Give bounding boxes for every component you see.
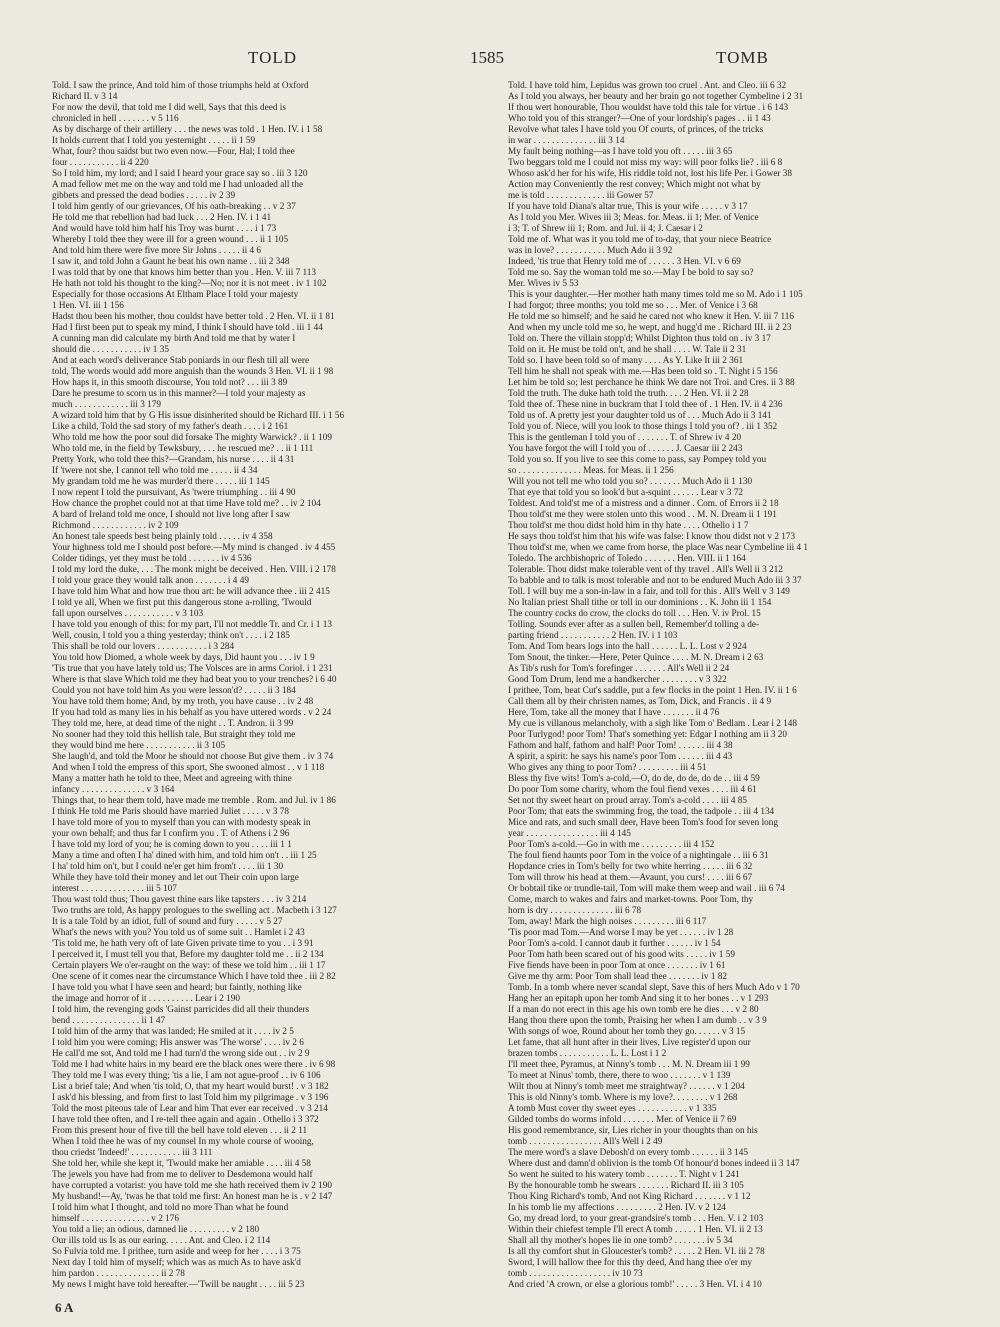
concordance-line: Revolve what tales I have told you Of courts, of princes, of the tricks xyxy=(508,124,764,134)
concordance-line: I told him you were coming; His answer was 'The worse' . . . . iv 2 6 xyxy=(52,1037,304,1047)
concordance-line: Who gives any thing to poor Tom? . . . . . . . . . iii 4 51 xyxy=(508,762,707,772)
concordance-line: In his tomb lie my affections . . . . . . . . . 2 Hen. IV. v 2 124 xyxy=(508,1202,726,1212)
concordance-line: 'Tis true that you have lately told us; The Volsces are in arms Coriol. i 1 231 xyxy=(52,663,333,673)
concordance-line: And told him there were five more Sir Johns . . . . . ii 4 6 xyxy=(52,245,262,255)
concordance-line: horn is dry . . . . . . . . . . . . . . iii 6 78 xyxy=(508,905,642,915)
right-column xyxy=(508,80,953,1290)
concordance-line: year . . . . . . . . . . . . . . . . iii 4 145 xyxy=(508,828,631,838)
concordance-line: Action may Conveniently the rest convey; Which might not what by xyxy=(508,179,761,189)
concordance-line: I told him of the army that was landed; He smiled at it . . . . iv 2 5 xyxy=(52,1026,294,1036)
concordance-line: Had I first been put to speak my mind, I think I should have told . iii 1 44 xyxy=(52,322,323,332)
concordance-line: I have told thee often, and I re-tell thee again and again . Othello i 3 372 xyxy=(52,1114,319,1124)
concordance-line: Tolling. Sounds ever after as a sullen bell, Remember'd tolling a de- xyxy=(508,619,760,629)
concordance-line: Things that, to hear them told, have made me tremble . Rom. and Jul. iv 1 86 xyxy=(52,795,336,805)
page-number: 1585 xyxy=(470,48,504,67)
concordance-line: He call'd me sot, And told me I had turn'd the wrong side out . . iv 2 9 xyxy=(52,1048,310,1058)
concordance-line: Told thee of. These nine in buckram that I told thee of . 1 Hen. IV. ii 4 236 xyxy=(508,399,783,409)
concordance-line: He hath not told his thought to the king?—No; nor it is not meet . iv 1 102 xyxy=(52,278,327,288)
concordance-line: Poor Tom's a-cold. I cannot daub it further . . . . . . iv 1 54 xyxy=(508,938,721,948)
concordance-line: Well, cousin, I told you a thing yesterday; think on't . . . . i 2 185 xyxy=(52,630,290,640)
concordance-line: Toledo. The archbishopric of Toledo . . . . . . . Hen. VIII. ii 1 164 xyxy=(508,553,746,563)
concordance-line: infancy . . . . . . . . . . . . . . v 3 164 xyxy=(52,784,175,794)
concordance-line: I told him, the revenging gods 'Gainst parricides did all their thunders xyxy=(52,1004,310,1014)
concordance-line: Hang thou there upon the tomb, Praising her when I am dumb . . v 3 9 xyxy=(508,1015,767,1025)
concordance-line: I was told that by one that knows him better than you . Hen. V. iii 7 113 xyxy=(52,267,317,277)
concordance-line: Tom. And Tom bears logs into the hall . . . . . . L. L. Lost v 2 924 xyxy=(508,641,747,651)
concordance-line: Told you of. Niece, will you look to those things I told you of? . iii 1 352 xyxy=(508,421,778,431)
concordance-line: Told you so. If you live to see this come to pass, say Pompey told you xyxy=(508,454,767,464)
concordance-line: He says thou told'st him that his wife was false: I know thou didst not v 2 173 xyxy=(508,531,796,541)
concordance-line: The mere word's a slave Debosh'd on every tomb . . . . . . ii 3 145 xyxy=(508,1147,749,1157)
concordance-line: To meet at Ninus' tomb, there, there to woo . . . . . . . v 1 139 xyxy=(508,1070,731,1080)
concordance-line: He told me so himself; and he said he cared not who knew it Hen. V. iii 7 116 xyxy=(508,311,795,321)
concordance-line: This shall be told our lovers . . . . . . . . . . . i 3 284 xyxy=(52,641,235,651)
concordance-line: Many a time and often I ha' dined with him, and told him on't . . iii 1 25 xyxy=(52,850,317,860)
concordance-line: four . . . . . . . . . . . ii 4 220 xyxy=(52,157,149,167)
concordance-line: I think He told me Paris should have married Juliet . . . . . v 3 78 xyxy=(52,806,289,816)
concordance-line: That eye that told you so look'd but a-squint . . . . . . Lear v 3 72 xyxy=(508,487,744,497)
concordance-line: Whereby I told thee they were ill for a green wound . . . ii 1 105 xyxy=(52,234,289,244)
concordance-line: I have told my lord of you; he is coming down to you . . . . iii 1 1 xyxy=(52,839,292,849)
concordance-line: A mad fellow met me on the way and told me I had unloaded all the xyxy=(52,179,304,189)
concordance-line: Bless thy five wits! Tom's a-cold,—O, do de, do de, do de . . iii 4 59 xyxy=(508,773,760,783)
concordance-line: Gilded tombs do worms infold . . . . . . . Mer. of Venice ii 7 69 xyxy=(508,1114,737,1124)
concordance-line: Told the truth. The duke hath told the truth. . . . 2 Hen. VI. ii 2 28 xyxy=(508,388,749,398)
concordance-line: The jewels you have had from me to deliver to Desdemona would half xyxy=(52,1169,313,1179)
concordance-line: Tom Snout, the tinker.—Here, Peter Quince . . . . M. N. Dream i 2 63 xyxy=(508,652,764,662)
concordance-line: Told so. I have been told so of many . . . . As Y. Like It iii 2 361 xyxy=(508,355,744,365)
concordance-line: His good remembrance, sir, Lies richer in your thoughts than on his xyxy=(508,1125,758,1135)
concordance-line: told, The words would add more anguish than the wounds 3 Hen. VI. ii 1 98 xyxy=(52,366,334,376)
concordance-line: Good Tom Drum, lend me a handkercher . . . . . . . . v 3 322 xyxy=(508,674,727,684)
concordance-line: Sword, I will hallow thee for this thy deed, And hang thee o'er my xyxy=(508,1257,753,1267)
concordance-line: List a brief tale; And when 'tis told, O, that my heart would burst! . v 3 182 xyxy=(52,1081,329,1091)
concordance-line: me is told . . . . . . . . . . . . . iii Gower 57 xyxy=(508,190,654,200)
concordance-line: Thou wast told thus; Thou gavest thine ears like tapsters . . . iv 3 214 xyxy=(52,894,307,904)
concordance-line: Told on it. He must be told on't, and he shall . . . . W. Tale ii 2 31 xyxy=(508,344,747,354)
concordance-line: It holds current that I told you yesternight . . . . . ii 1 59 xyxy=(52,135,256,145)
concordance-line: And at each word's deliverance Stab poniards in our flesh till all were xyxy=(52,355,310,365)
concordance-line: Poor Tom's a-cold.—Go in with me . . . . . . . . . iii 4 152 xyxy=(508,839,715,849)
concordance-line: I told your grace they would talk anon . . . . . . . i 4 49 xyxy=(52,575,249,585)
concordance-line: chronicled in hell . . . . . . . v 5 116 xyxy=(52,113,179,123)
concordance-line: Who told me, in the field by Tewksbury, . . . he rescued me? . . ii 1 111 xyxy=(52,443,314,453)
concordance-line: Set not thy sweet heart on proud array. Tom's a-cold . . . . iii 4 85 xyxy=(508,795,748,805)
concordance-line: While they have told their money and let out Their coin upon large xyxy=(52,872,299,882)
concordance-line: I saw it, and told John a Gaunt he beat his own name . . iii 2 348 xyxy=(52,256,290,266)
concordance-line: him pardon . . . . . . . . . . . . . . ii 2 78 xyxy=(52,1268,185,1278)
concordance-line: Especially for those occasions At Eltham Place I told your majesty xyxy=(52,289,299,299)
concordance-line: Thou King Richard's tomb, And not King Richard . . . . . . . v 1 12 xyxy=(508,1191,751,1201)
concordance-line: himself . . . . . . . . . . . . . . . v 2 176 xyxy=(52,1213,179,1223)
concordance-line: You told how Diomed, a whole week by days, Did haunt you . . . iv 1 9 xyxy=(52,652,315,662)
concordance-line: The foul fiend haunts poor Tom in the voice of a nightingale . . iii 6 31 xyxy=(508,850,769,860)
concordance-line: Tomb. In a tomb where never scandal slept, Save this of hers Much Ado v 1 70 xyxy=(508,982,800,992)
concordance-line: Within their chiefest temple I'll erect A tomb . . . . . 1 Hen. VI. ii 2 13 xyxy=(508,1224,763,1234)
concordance-line: My husband!—Ay, 'twas he that told me first: An honest man he is . v 2 147 xyxy=(52,1191,333,1201)
concordance-line: Come, march to wakes and fairs and market-towns. Poor Tom, thy xyxy=(508,894,754,904)
concordance-line: Our ills told us Is as our earing. . . . . Ant. and Cleo. i 2 114 xyxy=(52,1235,271,1245)
concordance-line: Tell him he shall not speak with me.—Has been told so . T. Night i 5 156 xyxy=(508,366,778,376)
concordance-line: Like a child, Told the sad story of my father's death . . . . i 2 161 xyxy=(52,421,289,431)
concordance-line: tomb . . . . . . . . . . . . . . . . All's Well i 2 49 xyxy=(508,1136,663,1146)
concordance-line: Told. I saw the prince, And told him of those triumphs held at Oxford xyxy=(52,80,309,90)
concordance-line: I told him gently of our grievances, Of his oath-breaking . . v 2 37 xyxy=(52,201,296,211)
concordance-line: This is your daughter.—Her mother hath many times told me so M. Ado i 1 105 xyxy=(508,289,803,299)
left-column xyxy=(52,80,497,1290)
concordance-line: She told her, while she kept it, 'Twould make her amiable . . . . iii 4 58 xyxy=(52,1158,311,1168)
concordance-line: Thou told'st me, when we came from horse, the place Was near Cymbeline iii 4 1 xyxy=(508,542,809,552)
concordance-line: Tolerable. Thou didst make tolerable vent of thy travel . All's Well ii 3 212 xyxy=(508,564,783,574)
concordance-line: Poor Tom hath been scared out of his good wits . . . . . iv 1 59 xyxy=(508,949,735,959)
concordance-line: From this present hour of five till the bell have told eleven . . . ii 2 11 xyxy=(52,1125,308,1135)
concordance-line: gibbets and pressed the dead bodies . . . . . iv 2 39 xyxy=(52,190,236,200)
concordance-line: Fathom and half, fathom and half! Poor Tom! . . . . . . iii 4 38 xyxy=(508,740,733,750)
running-head-left: TOLD xyxy=(248,48,298,67)
concordance-line: My grandam told me he was murder'd there . . . . . iii 1 145 xyxy=(52,476,270,486)
concordance-line: 1 Hen. VI. iii 1 156 xyxy=(52,300,124,310)
concordance-line: One scene of it comes near the circumstance Which I have told thee . iii 2 82 xyxy=(52,971,336,981)
concordance-line: Mer. Wives iv 5 53 xyxy=(508,278,579,288)
concordance-line: And when my uncle told me so, he wept, and hugg'd me . Richard III. ii 2 23 xyxy=(508,322,792,332)
concordance-line: My news I might have told hereafter.—'Twill be naught . . . . iii 5 23 xyxy=(52,1279,305,1289)
concordance-line: I perceived it, I must tell you that, Before my daughter told me . . ii 2 134 xyxy=(52,949,324,959)
concordance-line: So Fulvia told me. I prithee, turn aside and weep for her . . . . i 3 75 xyxy=(52,1246,301,1256)
concordance-line: parting friend . . . . . . . . . . . 2 Hen. IV. i 1 103 xyxy=(508,630,678,640)
concordance-line: Where dust and damn'd oblivion is the tomb Of honour'd bones indeed ii 3 147 xyxy=(508,1158,800,1168)
concordance-line: I told my lord the duke, . . . The monk might be deceived . Hen. VIII. i 2 178 xyxy=(52,564,336,574)
concordance-line: Wilt thou at Ninny's tomb meet me straightway? . . . . . . v 1 204 xyxy=(508,1081,745,1091)
signature-mark: 6 A xyxy=(55,1300,74,1315)
concordance-line: Two truths are told, As happy prologues to the swelling act . Macbeth i 3 127 xyxy=(52,905,337,915)
concordance-line: bend . . . . . . . . . . . . . . . ii 1 47 xyxy=(52,1015,166,1025)
concordance-line: This is old Ninny's tomb. Where is my love?. . . . . . . . v 1 268 xyxy=(508,1092,738,1102)
page-header xyxy=(0,0,1000,70)
concordance-line: An honest tale speeds best being plainly told . . . . . iv 4 358 xyxy=(52,531,273,541)
concordance-line: Let fame, that all hunt after in their lives, Live register'd upon our xyxy=(508,1037,751,1047)
concordance-line: If you have told Diana's altar true, This is your wife . . . . . v 3 17 xyxy=(508,201,748,211)
concordance-line: Call them all by their christen names, as Tom, Dick, and Francis . ii 4 9 xyxy=(508,696,772,706)
concordance-line: This is the gentleman I told you of . . . . . . . T. of Shrew iv 4 20 xyxy=(508,432,742,442)
concordance-line: I have told you what I have seen and heard; but faintly, nothing like xyxy=(52,982,302,992)
concordance-line: The country cocks do crow, the clocks do toll . . . Hen. V. iv Prol. 15 xyxy=(508,608,761,618)
concordance-line: I now repent I told the pursuivant, As 'twere triumphing . . iii 4 90 xyxy=(52,487,296,497)
concordance-line: Go, my dread lord, to your great-grandsire's tomb . . . Hen. V. i 2 103 xyxy=(508,1213,764,1223)
concordance-line: i 3; T. of Shrew iii 1; Rom. and Jul. ii 4; J. Caesar i 2 xyxy=(508,223,703,233)
concordance-line: Colder tidings, yet they must be told . . . . . . . iv 4 536 xyxy=(52,553,252,563)
concordance-line: My fault being nothing—as I have told you oft . . . . . iii 3 65 xyxy=(508,146,733,156)
concordance-line: As I told you always, her beauty and her brain go not together Cymbeline i 2 31 xyxy=(508,91,804,101)
concordance-line: in war . . . . . . . . . . . . . . iii 3 14 xyxy=(508,135,625,145)
concordance-line: Told me of. What was it you told me of to-day, that your niece Beatrice xyxy=(508,234,772,244)
concordance-line: It is a tale Told by an idiot, full of sound and fury . . . . . v 5 27 xyxy=(52,916,283,926)
concordance-line: They told me I was every thing; 'tis a lie, I am not ague-proof . . iv 6 106 xyxy=(52,1070,321,1080)
concordance-line: And would have told him half his Troy was burnt . . . . i 1 73 xyxy=(52,223,277,233)
concordance-line: As by discharge of their artillery . . . the news was told . 1 Hen. IV. i 1 58 xyxy=(52,124,323,134)
concordance-line: I'll meet thee, Pyramus, at Ninny's tomb . . . M. N. Dream iii 1 99 xyxy=(508,1059,750,1069)
concordance-line: Next day I told him of myself; which was as much As to have ask'd xyxy=(52,1257,301,1267)
concordance-line: Dare he presume to scorn us in this manner?—I told your majesty as xyxy=(52,388,306,398)
concordance-line: A spirit, a spirit: he says his name's poor Tom . . . . . . iii 4 43 xyxy=(508,751,733,761)
concordance-line: Hang her an epitaph upon her tomb And sing it to her bones . . v 1 293 xyxy=(508,993,769,1003)
concordance-line: Indeed, 'tis true that Henry told me of . . . . . . 3 Hen. VI. v 6 69 xyxy=(508,256,741,266)
concordance-line: I told ye all, When we first put this dangerous stone a-rolling, 'Twould xyxy=(52,597,312,607)
concordance-line: Tom, away! Mark the high noises . . . . . . . . . iii 6 117 xyxy=(508,916,707,926)
concordance-line: Certain players We o'er-raught on the way: of these we told him . . iii 1 17 xyxy=(52,960,326,970)
concordance-line: What's the news with you? You told us of some suit . . Hamlet i 2 43 xyxy=(52,927,305,937)
concordance-line: I have told you enough of this: for my part, I'll not meddle Tr. and Cr. i 1 13 xyxy=(52,619,332,629)
concordance-line: With songs of woe, Round about her tomb they go. . . . . . v 3 15 xyxy=(508,1026,746,1036)
concordance-line: Mice and rats, and such small deer, Have been Tom's food for seven long xyxy=(508,817,778,827)
concordance-line: Told the most piteous tale of Lear and him That ever ear received . v 3 214 xyxy=(52,1103,328,1113)
concordance-line: My cue is villanous melancholy, with a sigh like Tom o' Bedlam . Lear i 2 148 xyxy=(508,718,798,728)
concordance-line: How chance the prophet could not at that time Have told me? . . iv 2 104 xyxy=(52,498,321,508)
concordance-line: I have told more of you to myself than you can with modesty speak in xyxy=(52,817,311,827)
concordance-line: should die . . . . . . . . . . . iv 1 35 xyxy=(52,344,169,354)
concordance-line: I have told him What and how true thou art: he will advance thee . iii 2 415 xyxy=(52,586,330,596)
concordance-line: have corrupted a votarist: you have told me she hath received them iv 2 190 xyxy=(52,1180,333,1190)
concordance-line: If thou wert honourable, Thou wouldst have told this tale for virtue . i 6 143 xyxy=(508,102,789,112)
concordance-line: If 'twere not she, I cannot tell who told me . . . . . ii 4 34 xyxy=(52,465,258,475)
concordance-line: And when I told the empress of this sport, She swooned almost . . v 1 118 xyxy=(52,762,325,772)
concordance-line: You have told them home; And, by my troth, you have cause . . iv 2 48 xyxy=(52,696,314,706)
concordance-line: No Italian priest Shall tithe or toll in our dominions . . K. John iii 1 154 xyxy=(508,597,772,607)
concordance-line: Richmond . . . . . . . . . . . . iv 2 109 xyxy=(52,520,179,530)
concordance-line: Is all thy comfort shut in Gloucester's tomb? . . . . . 2 Hen. VI. iii 2 78 xyxy=(508,1246,765,1256)
concordance-line: Many a matter hath he told to thee, Meet and agreeing with thine xyxy=(52,773,292,783)
concordance-line: was in love? . . . . . . . . . . . Much Ado ii 3 92 xyxy=(508,245,673,255)
concordance-line: So went he suited to his watery tomb . . . . . . . T. Night v 1 241 xyxy=(508,1169,740,1179)
concordance-line: No sooner had they told this hellish tale, But straight they told me xyxy=(52,729,296,739)
concordance-line: Give me thy arm: Poor Tom shall lead thee . . . . . . . iv 1 82 xyxy=(508,971,727,981)
concordance-line: She laugh'd, and told the Moor he should not choose But give them . iv 3 74 xyxy=(52,751,334,761)
concordance-line: By the honourable tomb he swears . . . . . . . Richard II. iii 3 105 xyxy=(508,1180,744,1190)
concordance-line: Do poor Tom some charity, whom the foul fiend vexes . . . . iii 4 61 xyxy=(508,784,757,794)
concordance-line: Told. I have told him, Lepidus was grown too cruel . Ant. and Cleo. iii 6 32 xyxy=(508,80,787,90)
concordance-line: Thou told'st me thou didst hold him in thy hate . . . . Othello i 1 7 xyxy=(508,520,749,530)
concordance-line: Shall all thy mother's hopes lie in one tomb? . . . . . . . iv 5 34 xyxy=(508,1235,733,1245)
concordance-line: your own behalf; and thus far I confirm you . T. of Athens i 2 96 xyxy=(52,828,290,838)
concordance-line: Let him be told so; lest perchance he think We dare not Troi. and Cres. ii 3 88 xyxy=(508,377,795,387)
concordance-line: I ha' told him on't, but I could ne'er get him from't . . . . iii 1 30 xyxy=(52,861,284,871)
concordance-line: What, four? thou saidst but two even now.—Four, Hal; I told thee xyxy=(52,146,295,156)
concordance-line: Two beggars told me I could not miss my way: will poor folks lie? . iii 6 8 xyxy=(508,157,783,167)
concordance-line: You have forgot the will I told you of . . . . . . J. Caesar iii 2 243 xyxy=(508,443,743,453)
concordance-line: Here, Tom, take all the money that I have . . . . . . . ii 4 76 xyxy=(508,707,720,717)
concordance-line: Richard II. v 3 14 xyxy=(52,91,118,101)
concordance-line: Who told me how the poor soul did forsake The mighty Warwick? . ii 1 109 xyxy=(52,432,333,442)
concordance-line: Toll. I will buy me a son-in-law in a fair, and toll for this . All's Well v 3 149 xyxy=(508,586,790,596)
concordance-line: Toldest. And told'st me of a mistress and a dinner . Com. of Errors ii 2 18 xyxy=(508,498,779,508)
concordance-line: So I told him, my lord; and I said I heard your grace say so . iii 3 120 xyxy=(52,168,308,178)
concordance-line: Five fiends have been in poor Tom at once . . . . . . . iv 1 61 xyxy=(508,960,726,970)
concordance-line: A bard of Ireland told me once, I should not live long after I saw xyxy=(52,509,291,519)
concordance-line: A wizard told him that by G His issue disinherited should be Richard III. i 1 56 xyxy=(52,410,345,420)
concordance-line: 'Tis poor mad Tom.—And worse I may be yet . . . . . . iv 1 28 xyxy=(508,927,734,937)
concordance-line: Or bobtail tike or trundle-tail, Tom will make them weep and wail . iii 6 74 xyxy=(508,883,785,893)
concordance-line: A tomb Must cover thy sweet eyes . . . . . . . . . . . v 1 335 xyxy=(508,1103,717,1113)
concordance-line: Could you not have told him As you were lesson'd? . . . . . ii 3 184 xyxy=(52,685,296,695)
concordance-line: To babble and to talk is most tolerable and not to be endured Much Ado iii 3 37 xyxy=(508,575,802,585)
concordance-line: Told us of. A pretty jest your daughter told us of . . . Much Ado ii 3 141 xyxy=(508,410,772,420)
concordance-line: Tom will throw his head at them.—Avaunt, you curs! . . . . iii 6 67 xyxy=(508,872,753,882)
concordance-line: I ask'd his blessing, and from first to last Told him my pilgrimage . v 3 196 xyxy=(52,1092,329,1102)
concordance-line: Thou told'st me they were stolen unto this wood . . M. N. Dream ii 1 191 xyxy=(508,509,777,519)
concordance-line: interest . . . . . . . . . . . . . . iii 5 107 xyxy=(52,883,177,893)
concordance-line: they would bind me here . . . . . . . . . . . ii 3 105 xyxy=(52,740,226,750)
concordance-line: Will you not tell me who told you so? . . . . . . . Much Ado ii 1 130 xyxy=(508,476,753,486)
concordance-line: I told him what I thought, and told no more Than what he found xyxy=(52,1202,289,1212)
concordance-line: He told me that rebellion had bad luck . . . 2 Hen. IV. i 1 41 xyxy=(52,212,272,222)
concordance-line: How haps it, in this smooth discourse, You told not? . . . iii 3 89 xyxy=(52,377,288,387)
concordance-line: A cunning man did calculate my birth And told me that by water I xyxy=(52,333,296,343)
concordance-line: For now the devil, that told me I did well, Says that this deed is xyxy=(52,102,286,112)
concordance-line: Told on. There the villain stopp'd; Whilst Dighton thus told on . iv 3 17 xyxy=(508,333,771,343)
concordance-line: If you had told as many lies in his behalf as you have uttered words . v 2 24 xyxy=(52,707,332,717)
concordance-line: Whoso ask'd her for his wife, His riddle told not, lost his life Per. i Gower 38 xyxy=(508,168,793,178)
concordance-line: Hopdance cries in Tom's belly for two white herring . . . . . iii 6 32 xyxy=(508,861,753,871)
concordance-line: Hadst thou been his mother, thou couldst have better told . 2 Hen. VI. ii 1 81 xyxy=(52,311,335,321)
concordance-line: brazen tombs . . . . . . . . . . . L. L. Lost i 1 2 xyxy=(508,1048,667,1058)
concordance-line: Told me so. Say the woman told me so.—May I be bold to say so? xyxy=(508,267,754,277)
concordance-line: Poor Tom; that eats the swimming frog, the toad, the tadpole . . iii 4 134 xyxy=(508,806,775,816)
concordance-line: tomb . . . . . . . . . . . . . . . . . . iv 10 73 xyxy=(508,1268,643,1278)
concordance-line: When I told thee he was of my counsel In my whole course of wooing, xyxy=(52,1136,314,1146)
concordance-line: the image and horror of it . . . . . . . . . . Lear i 2 190 xyxy=(52,993,240,1003)
concordance-line: As I told you Mer. Wives iii 3; Meas. for. Meas. ii 1; Mer. of Venice xyxy=(508,212,759,222)
concordance-line: so . . . . . . . . . . . . . . Meas. for Meas. ii 1 256 xyxy=(508,465,674,475)
concordance-line: Where is that slave Which told me they had beat you to your trenches? i 6 40 xyxy=(52,674,337,684)
concordance-line: Who told you of this stranger?—One of your lordship's pages . . ii 1 43 xyxy=(508,113,771,123)
concordance-line: And cried 'A crown, or else a glorious tomb!' . . . . . 3 Hen. VI. i 4 10 xyxy=(508,1279,762,1289)
concordance-line: Poor Turlygod! poor Tom! That's something yet: Edgar I nothing am ii 3 20 xyxy=(508,729,787,739)
concordance-line: thou criedst 'Indeed!' . . . . . . . . . . . iii 3 111 xyxy=(52,1147,213,1157)
concordance-line: As Tib's rush for Tom's forefinger . . . . . . . All's Well ii 2 24 xyxy=(508,663,730,673)
concordance-line: I had forgot; three months; you told me so . . . Mer. of Venice i 3 68 xyxy=(508,300,758,310)
concordance-line: If a man do not erect in this age his own tomb ere he dies . . . v 2 80 xyxy=(508,1004,759,1014)
concordance-line: Your highness told me I should post before.—My mind is changed . iv 4 455 xyxy=(52,542,336,552)
concordance-line: Pretty York, who told thee this?—Grandam, his nurse . . . . ii 4 31 xyxy=(52,454,295,464)
concordance-line: 'Tis told me, he hath very oft of late Given private time to you . . i 3 91 xyxy=(52,938,314,948)
concordance-line: You told a lie; an odious, damned lie . . . . . . . . . v 2 180 xyxy=(52,1224,260,1234)
concordance-line: I prithee, Tom, beat Cut's saddle, put a few flocks in the point 1 Hen. IV. ii 1 6 xyxy=(508,685,797,695)
concordance-line: fall upon ourselves . . . . . . . . . . . v 3 103 xyxy=(52,608,204,618)
concordance-line: Told me I had white hairs in my beard ere the black ones were there . iv 6 98 xyxy=(52,1059,336,1069)
running-head-right: TOMB xyxy=(716,48,769,67)
concordance-line: They told me, here, at dead time of the night . . T. Andron. ii 3 99 xyxy=(52,718,294,728)
concordance-line: much . . . . . . . . . . . . iii 3 179 xyxy=(52,399,162,409)
